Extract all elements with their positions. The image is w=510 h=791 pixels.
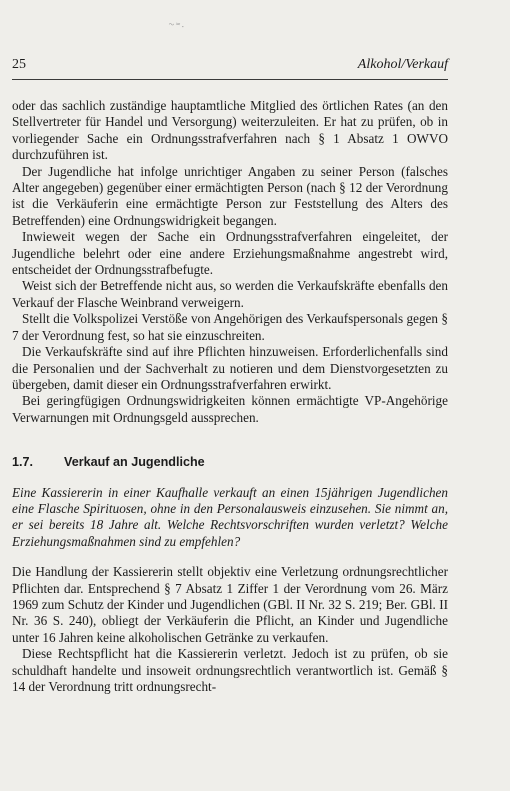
paragraph: Weist sich der Betreffende nicht aus, so werden die Verkaufskräfte ebenfalls den Verkauf der Flasche Weinbrand verweigern.	[12, 278, 448, 310]
running-head: Alkohol/Verkauf	[357, 57, 448, 72]
paragraph: Die Verkaufskräfte sind auf ihre Pflichten hinzuweisen. Erforderlichenfalls sind die Personalien und der Sachverhalt zu notieren und dem Dienstvorgesetzten zu übergeben, damit dieser ein Ordnungsstrafverfahren erwirkt.	[12, 344, 448, 392]
page-number: 25	[12, 57, 26, 72]
section-number: 1.7.	[12, 455, 34, 470]
scan-mark: ~⁼·	[167, 19, 187, 34]
page-header	[12, 55, 448, 80]
paragraph: Diese Rechtspflicht hat die Kassiererin verletzt. Jedoch ist zu prüfen, ob sie schuldhaft handelte und insoweit ordnungsrechtlich verantwortlich ist. Gemäß § 14 der Verordnung tritt ordnungsrecht-	[12, 646, 448, 694]
paragraph: Der Jugendliche hat infolge unrichtiger Angaben zu seiner Person (falsches Alter angegeben) gegenüber einer ermächtigten Person (nach § 12 der Verordnung ist die Verkäuferin eine ermächtigte Person zur Feststellung des Alters des Betreffenden) eine Ordnungswidrigkeit begangen.	[12, 163, 448, 228]
paragraph: Inwieweit wegen der Sache ein Ordnungsstrafverfahren eingeleitet, der Jugendliche belehrt oder eine andere Erziehungsmaßnahme angestrebt wird, entscheidet der Ordnungsstrafbefugte.	[12, 229, 448, 278]
paragraph: Stellt die Volkspolizei Verstöße von Angehörigen des Verkaufspersonals gegen § 7 der Verordnung fest, so hat sie einzuschreiten.	[12, 311, 448, 343]
paragraph: oder das sachlich zuständige hauptamtliche Mitglied des örtlichen Rates (an den Stellvertreter für Handel und Versorgung) weiterzuleiten. Er hat zu prüfen, ob in vorliegender Sache ein Ordnungsstrafverfahren nach § 1 Absatz 1 OWVO durchzuführen ist.	[12, 98, 448, 163]
section-heading	[12, 454, 448, 470]
case-question: Eine Kassiererin in einer Kaufhalle verkauft an einen 15jährigen Jugendlichen eine Flasche Spirituosen, ohne in den Personalausweis einzusehen. Sie nimmt an, er sei bereits 18 Jahre alt. Welche Rechtsvorschriften wurden verletzt? Welche Erziehungsmaßnahmen sind zu empfehlen?	[12, 484, 448, 549]
body-text	[12, 98, 448, 695]
paragraph: Die Handlung der Kassiererin stellt objektiv eine Verletzung ordnungsrechtlicher Pflichten dar. Entsprechend § 7 Absatz 1 Ziffer 1 der Verordnung vom 26. März 1969 zum Schutz der Kinder und Jugendlichen (GBl. II Nr. 32 S. 219; Ber. GBl. II Nr. 36 S. 240), obliegt der Verkäuferin die Pflicht, an Kinder und Jugendliche unter 16 Jahren keine alkoholischen Getränke zu verkaufen.	[12, 564, 448, 645]
section-title: Verkauf an Jugendliche	[64, 455, 205, 470]
paragraph: Bei geringfügigen Ordnungswidrigkeiten können ermächtigte VP-Angehörige Verwarnungen mit Ordnungsgeld aussprechen.	[12, 393, 448, 425]
